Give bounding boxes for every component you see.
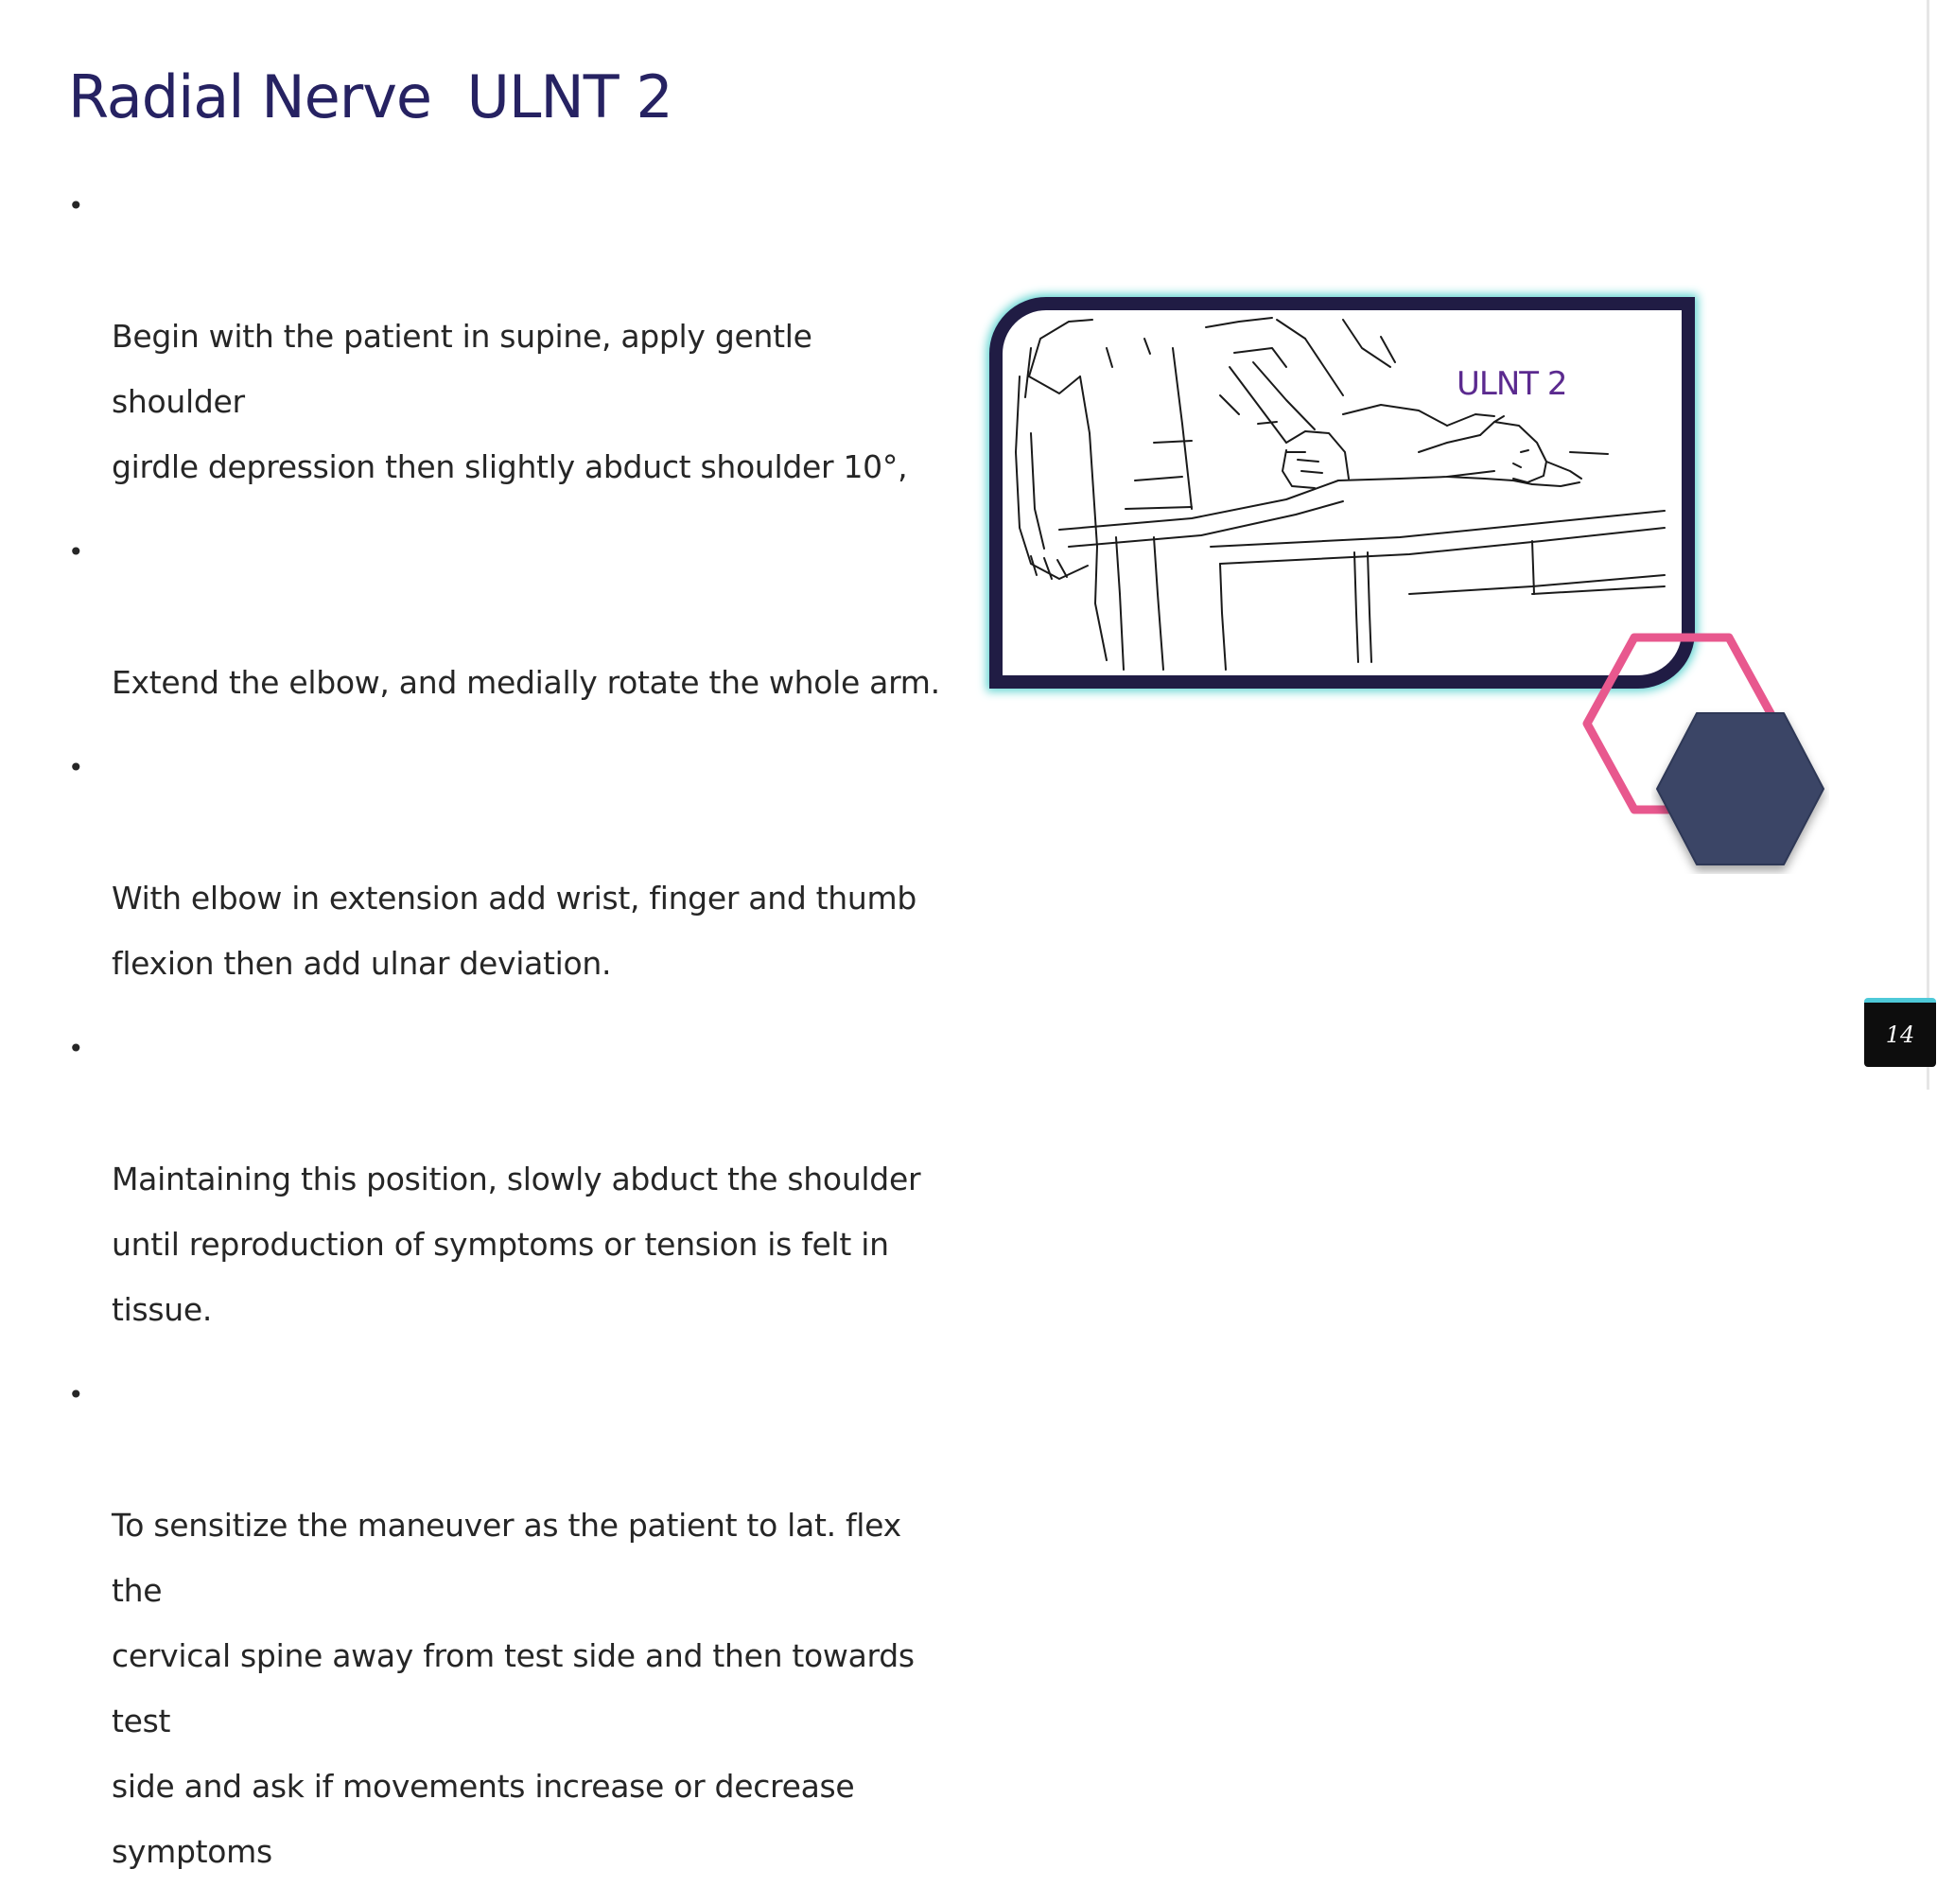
bullet-dot: •: [68, 536, 84, 568]
bullet-item: [66, 173, 946, 499]
bullet-item: [66, 519, 946, 715]
bullet-item: [66, 1016, 946, 1342]
hexagon-filled-decoration: [1651, 707, 1829, 874]
bullet-text: Begin with the patient in supine, apply gentle shoulder girdle depression then slightly abduct shoulder 10°,: [112, 318, 908, 485]
bullet-text: With elbow in extension add wrist, finger and thumb flexion then add ulnar deviation.: [112, 880, 917, 982]
bullet-dot: •: [68, 1033, 84, 1064]
ulnt2-figure-label: ULNT 2: [1457, 365, 1567, 403]
bullet-dot: •: [68, 190, 84, 221]
page-number-badge: 14: [1864, 998, 1936, 1067]
ulnt2-line-drawing: [1003, 310, 1682, 675]
bullet-dot: •: [68, 1379, 84, 1410]
bullet-text: To sensitize the maneuver as the patient to lat. flex the cervical spine away from test side and then towards test side and ask if movements increase or decrease symptoms: [112, 1507, 915, 1870]
ulnt2-illustration-frame: [989, 297, 1695, 689]
bullet-item: [66, 735, 946, 996]
slide-edge: [1927, 0, 1929, 1090]
slide-title: Radial Nerve ULNT 2: [68, 62, 672, 131]
bullet-text: Maintaining this position, slowly abduct the shoulder until reproduction of symptoms or tension is felt in tissue.: [112, 1161, 921, 1328]
bullet-text: Extend the elbow, and medially rotate the whole arm.: [112, 664, 940, 701]
bullet-item: [66, 1362, 946, 1884]
bullet-list: [66, 173, 946, 1904]
bullet-dot: •: [68, 752, 84, 783]
